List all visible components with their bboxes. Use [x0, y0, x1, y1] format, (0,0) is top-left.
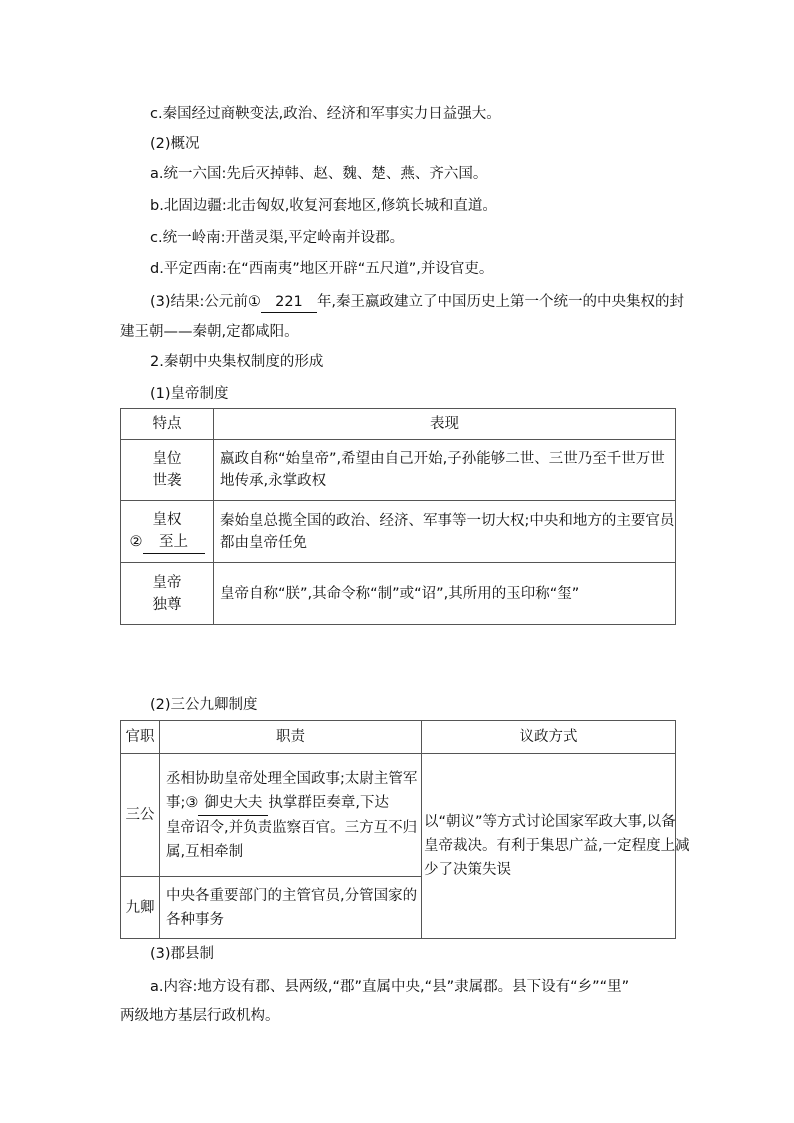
- table-row: [121, 501, 676, 563]
- blank-answer: 至上: [143, 531, 205, 554]
- feature-text: 世袭: [152, 473, 182, 489]
- text-line: c.秦国经过商鞅变法,政治、经济和军事实力日益强大。: [150, 106, 501, 122]
- desc-text: 都由皇帝任免: [220, 534, 307, 551]
- result-line: [150, 292, 684, 313]
- duty-text: 执掌群臣奏章,下达: [268, 794, 389, 811]
- desc-text: 地传承,永掌政权: [220, 473, 327, 489]
- blank-index: ②: [129, 534, 143, 550]
- feature-text: 皇权: [152, 512, 182, 528]
- blank-answer: 御史大夫: [198, 791, 268, 816]
- text-line: a.内容:地方设有郡、县两级,“郡”直属中央,“县”隶属郡。县下设有“乡”“里”: [150, 979, 630, 995]
- duty-text: 皇帝诏令,并负责监察百官。三方互不归: [166, 819, 418, 836]
- table-header: 职责: [160, 721, 422, 754]
- desc-text: 嬴政自称“始皇帝”,希望由自己开始,子孙能够二世、三世乃至千世万世: [220, 451, 665, 467]
- duty-text: 事;③: [166, 794, 199, 811]
- result-suffix: 年,秦王嬴政建立了中国历史上第一个统一的中央集权的封: [316, 294, 685, 310]
- text-line: 两级地方基层行政机构。: [120, 1008, 280, 1024]
- duty-text: 中央各重要部门的主管官员,分管国家的: [166, 887, 418, 904]
- table-row: [121, 440, 676, 501]
- table-header: 特点: [121, 409, 214, 440]
- table-row: [121, 754, 676, 877]
- table-header: 官职: [121, 721, 160, 754]
- method-text: 以“朝议”等方式讨论国家军政大事,以备: [424, 814, 676, 830]
- section-heading: 2.秦朝中央集权制度的形成: [150, 354, 324, 370]
- subheading-overview: (2)概况: [150, 136, 200, 152]
- table-header: 议政方式: [422, 721, 676, 754]
- result-prefix: (3)结果:公元前①: [150, 294, 261, 310]
- table-row: [121, 563, 676, 625]
- office-title: 九卿: [121, 877, 160, 939]
- subheading-emperor: (1)皇帝制度: [150, 386, 229, 402]
- three-lords-nine-ministers-table: [120, 720, 690, 939]
- emperor-system-table: [120, 408, 676, 625]
- duty-text: 属,互相牵制: [166, 843, 244, 860]
- feature-text: 皇位: [152, 451, 182, 467]
- duty-text: 各种事务: [166, 911, 224, 928]
- method-text: 少了决策失误: [424, 862, 511, 878]
- duty-text: 丞相协助皇帝处理全国政事;太尉主管军: [166, 770, 418, 787]
- subheading-county: (3)郡县制: [150, 946, 215, 962]
- blank-answer: 221: [261, 292, 317, 313]
- office-title: 三公: [121, 754, 160, 877]
- text-line: b.北固边疆:北击匈奴,收复河套地区,修筑长城和直道。: [150, 198, 497, 214]
- desc-text: 秦始皇总揽全国的政治、经济、军事等一切大权;中央和地方的主要官员: [220, 512, 675, 529]
- text-line: c.统一岭南:开凿灵渠,平定岭南并设郡。: [150, 230, 405, 246]
- table-header: 表现: [214, 409, 676, 440]
- feature-text: 皇帝: [152, 574, 182, 591]
- text-line: 建王朝——秦朝,定都咸阳。: [120, 324, 299, 340]
- text-line: d.平定西南:在“西南夷”地区开辟“五尺道”,并设官吏。: [150, 261, 494, 277]
- method-text: 皇帝裁决。有利于集思广益,一定程度上减: [424, 838, 690, 854]
- subheading-sgjq: (2)三公九卿制度: [150, 697, 258, 713]
- desc-text: 皇帝自称“朕”,其命令称“制”或“诏”,其所用的玉印称“玺”: [220, 585, 580, 602]
- feature-text: 独尊: [152, 596, 182, 613]
- text-line: a.统一六国:先后灭掉韩、赵、魏、楚、燕、齐六国。: [150, 166, 488, 182]
